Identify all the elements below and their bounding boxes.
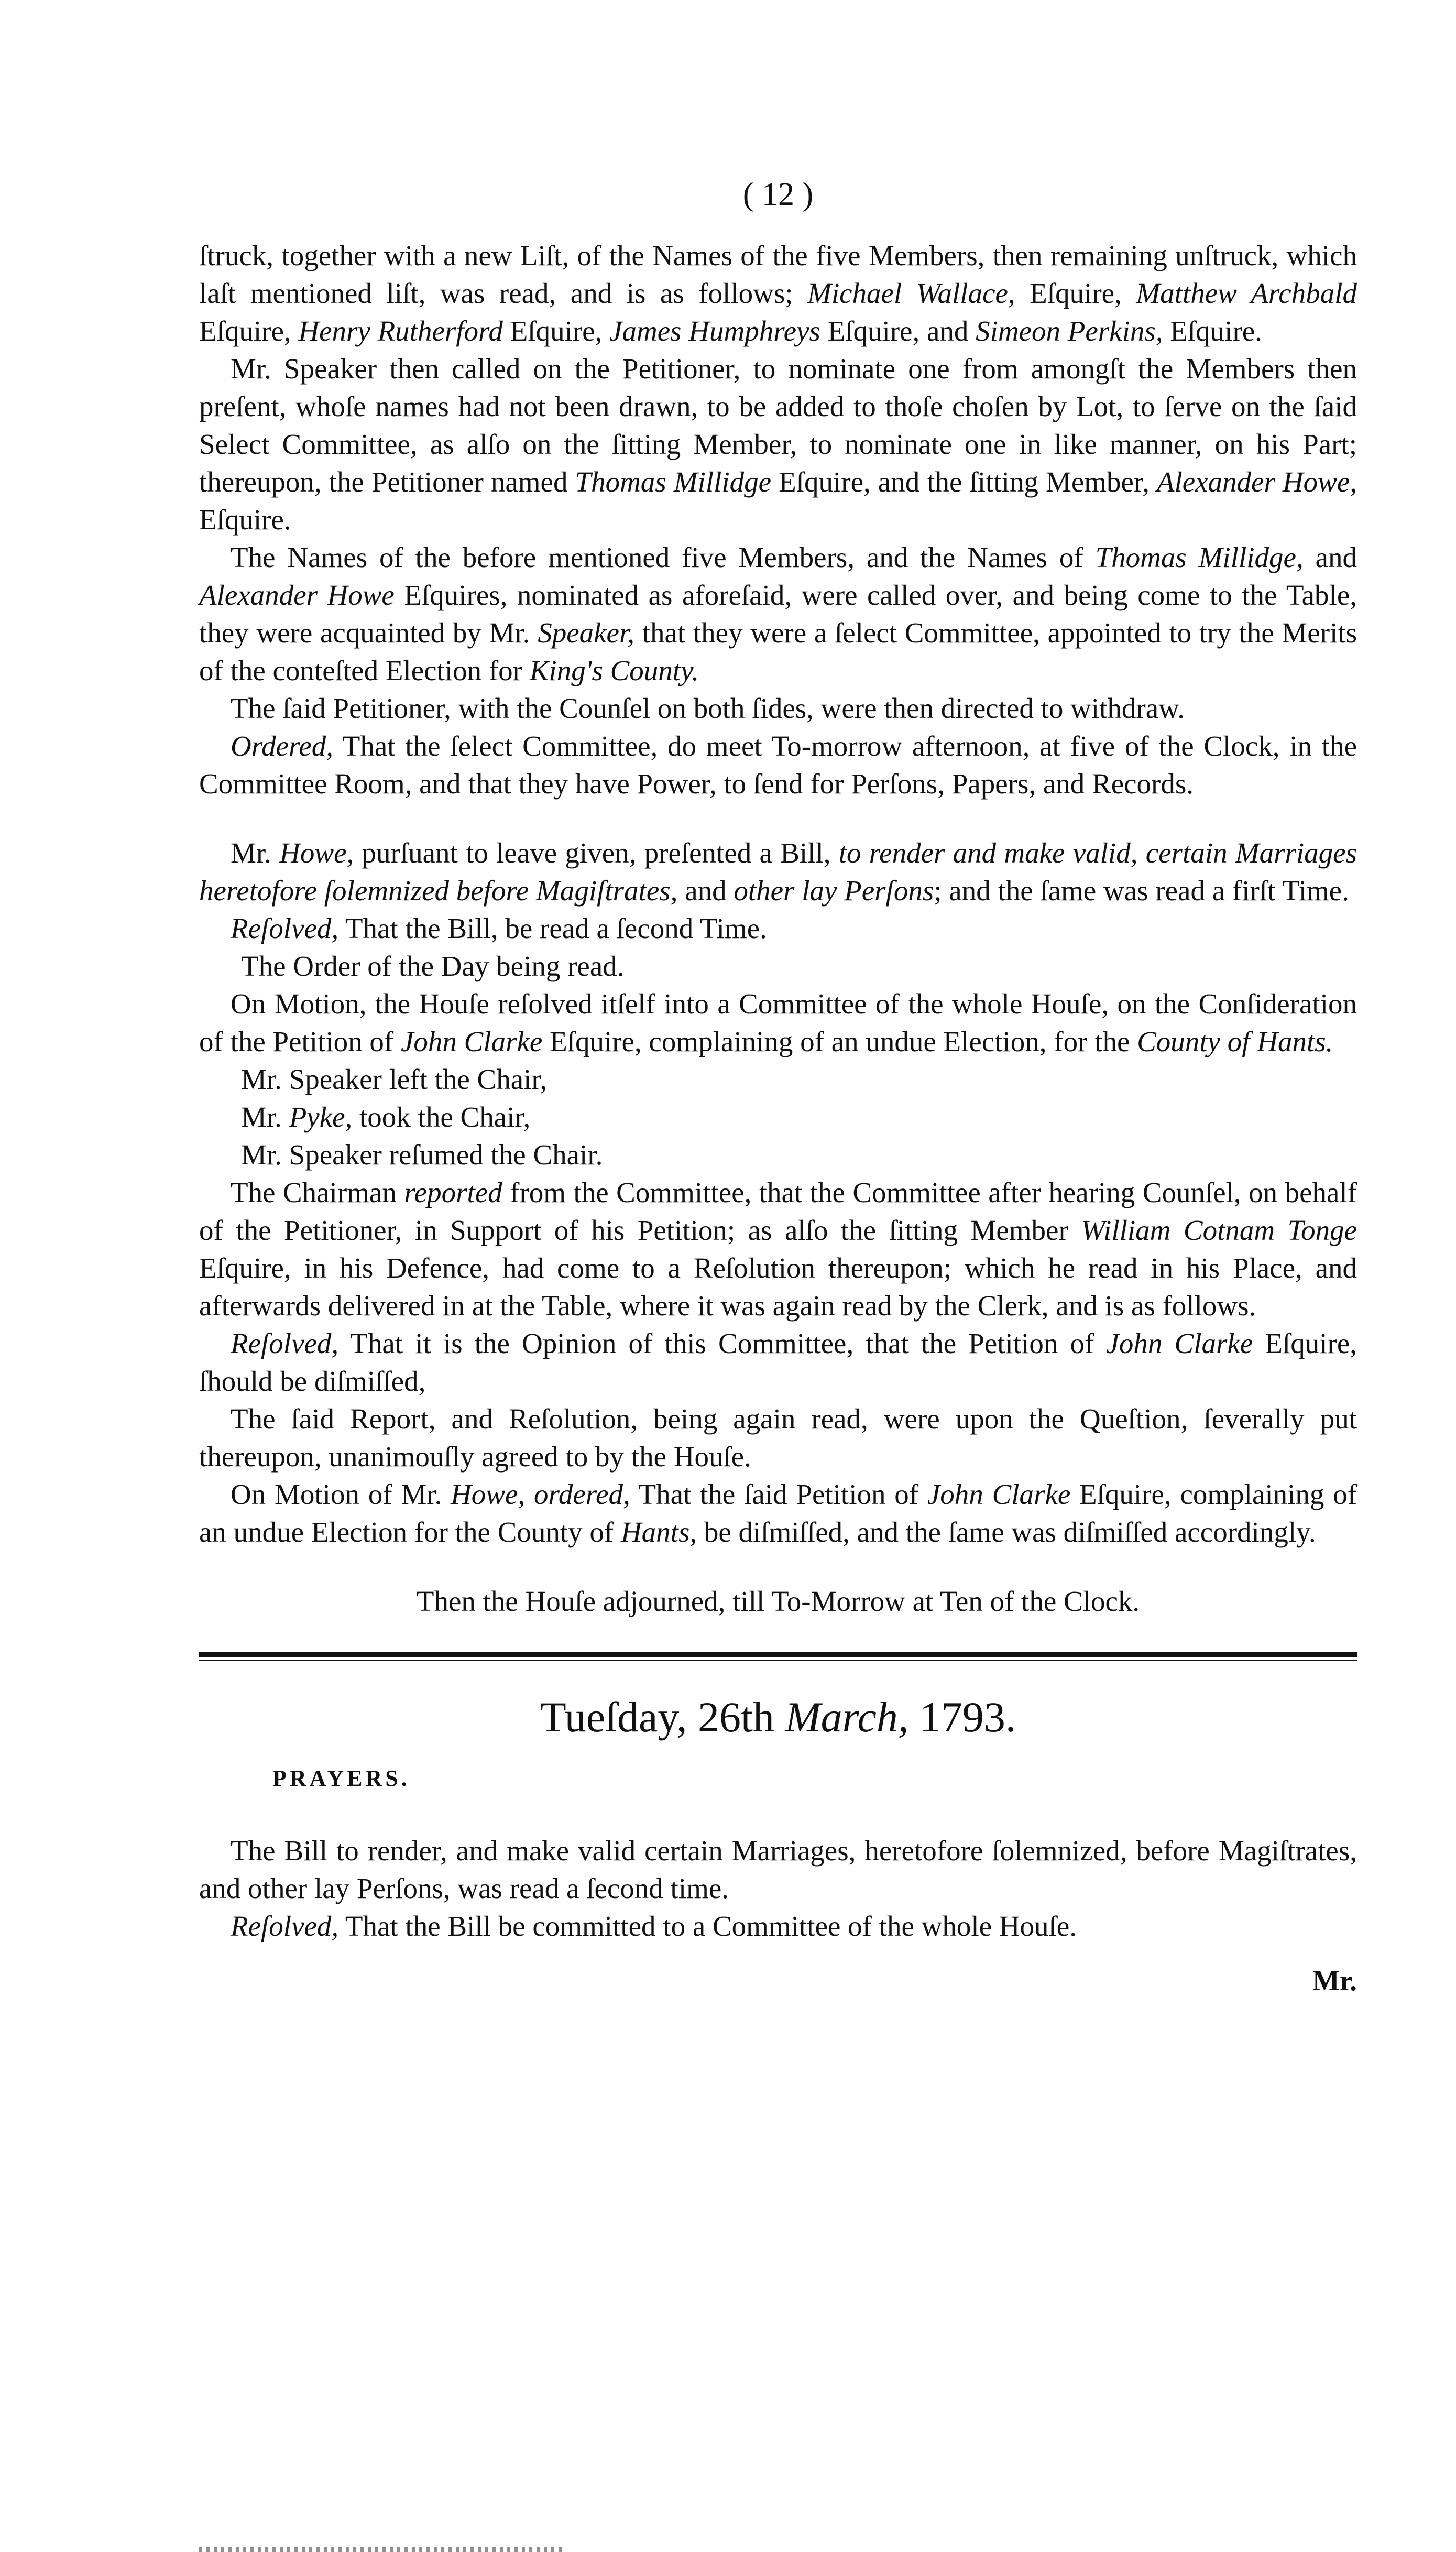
paragraph-nomination: Mr. Speaker then called on the Petitioner, to nominate one from amongſt the Members then preſent, whoſe names had not been drawn, to be added to thoſe choſen by Lot, to ſerve on the ſaid Select Committee, as alſo on the ſitting Member, to nominate one in like manner, on his Part; thereupon, the Petitioner named Thomas Millidge Eſquire, and the ſitting Member, Alexander Howe, Eſquire. [199,353,1357,536]
paragraph-ordered-committee: Ordered, That the ſelect Committee, do meet To-morrow afternoon, at five of the Clock, in the Committee Room, and that they have Power, to ſend for Perſons, Papers, and Records. [199,730,1357,800]
paragraph-committee-whole-house: On Motion, the Houſe reſolved itſelf into a Committee of the whole Houſe, on the Conſideration of the Petition of John Clarke Eſquire, complaining of an undue Election, for the County of Hants. [199,988,1357,1057]
paragraph-names-called: The Names of the before mentioned five Members, and the Names of Thomas Millidge, and Alexander Howe Eſquires, nominated as aforeſaid, were called over, and being come to the Table, they were acquainted by Mr. Speaker, that they were a ſelect Committee, appointed to try the Merits of the conteſted Election for King's County. [199,541,1358,686]
paragraph-chairman-reported: The Chairman reported from the Committee, that the Committee after hearing Counſel, on behalf of the Petitioner, in Support of his Petition; as alſo the ſitting Member William Cotnam Tonge Eſquire, in his Defence, had come to a Reſolution thereupon; which he read in his Place, and afterwards delivered in at the Table, where it was again read by the Clerk, and is as follows. [199,1176,1358,1322]
paragraph-resolved-dismissed: Reſolved, That it is the Opinion of this Committee, that the Petition of John Clarke Eſquire, ſhould be diſmiſſed, [199,1327,1358,1397]
date-heading: Tueſday, 26th March, 1793. [540,1693,1016,1741]
section-divider [199,1652,1357,1657]
paragraph-resolved-committed: Reſolved, That the Bill be committed to a Committee of the whole Houſe. [231,1910,1077,1943]
scan-artifact [199,2547,566,2552]
catchword: Mr. [1312,1965,1357,1997]
document-page [199,157,1357,2358]
paragraph-struck-list: ſtruck, together with a new Liſt, of the Names of the five Members, then remaining unſtruck, which laſt mentioned liſt, was read, and is as follows; Michael Wallace, Eſquire, Matthew Archbald Eſquire, Henry Rutherford Eſquire, James Humphreys Eſquire, and Simeon Perkins, Eſquire. [199,239,1357,347]
paragraph-speaker-resumed: Mr. Speaker reſumed the Chair. [241,1139,603,1171]
paragraph-adjourned: Then the Houſe adjourned, till To-Morrow at Ten of the Clock. [416,1585,1140,1617]
paragraph-withdraw: The ſaid Petitioner, with the Counſel on both ſides, were then directed to withdraw. [231,692,1185,724]
paragraph-bill-presented: Mr. Howe, purſuant to leave given, preſented a Bill, to render and make valid, certain Marriages heretofore ſolemnized before Magiſtrates, and other lay Perſons; and the ſame was read a firſt Time. [199,837,1357,907]
paragraph-report-agreed: The ſaid Report, and Reſolution, being again read, were upon the Queſtion, ſeverally put thereupon, unanimouſly agreed to by the Houſe. [199,1403,1357,1473]
paragraph-order-of-day: The Order of the Day being read. [241,950,625,982]
paragraph-speaker-left: Mr. Speaker left the Chair, [241,1063,548,1095]
paragraph-resolved-second-reading: Reſolved, That the Bill, be read a ſecond Time. [231,912,767,944]
paragraph-petition-dismissed: On Motion of Mr. Howe, ordered, That the ſaid Petition of John Clarke Eſquire, complaining of an undue Election for the County of Hants, be diſmiſſed, and the ſame was diſmiſſed accordingly. [199,1478,1358,1548]
prayers-heading: PRAYERS. [272,1765,410,1792]
paragraph-pyke-chair: Mr. Pyke, took the Chair, [241,1101,531,1133]
paragraph-bill-second-time: The Bill to render, and make valid certain Marriages, heretofore ſolemnized, before Magiſtrates, and other lay Perſons, was read a ſecond time. [199,1835,1357,1905]
page-number: ( 12 ) [742,177,814,212]
